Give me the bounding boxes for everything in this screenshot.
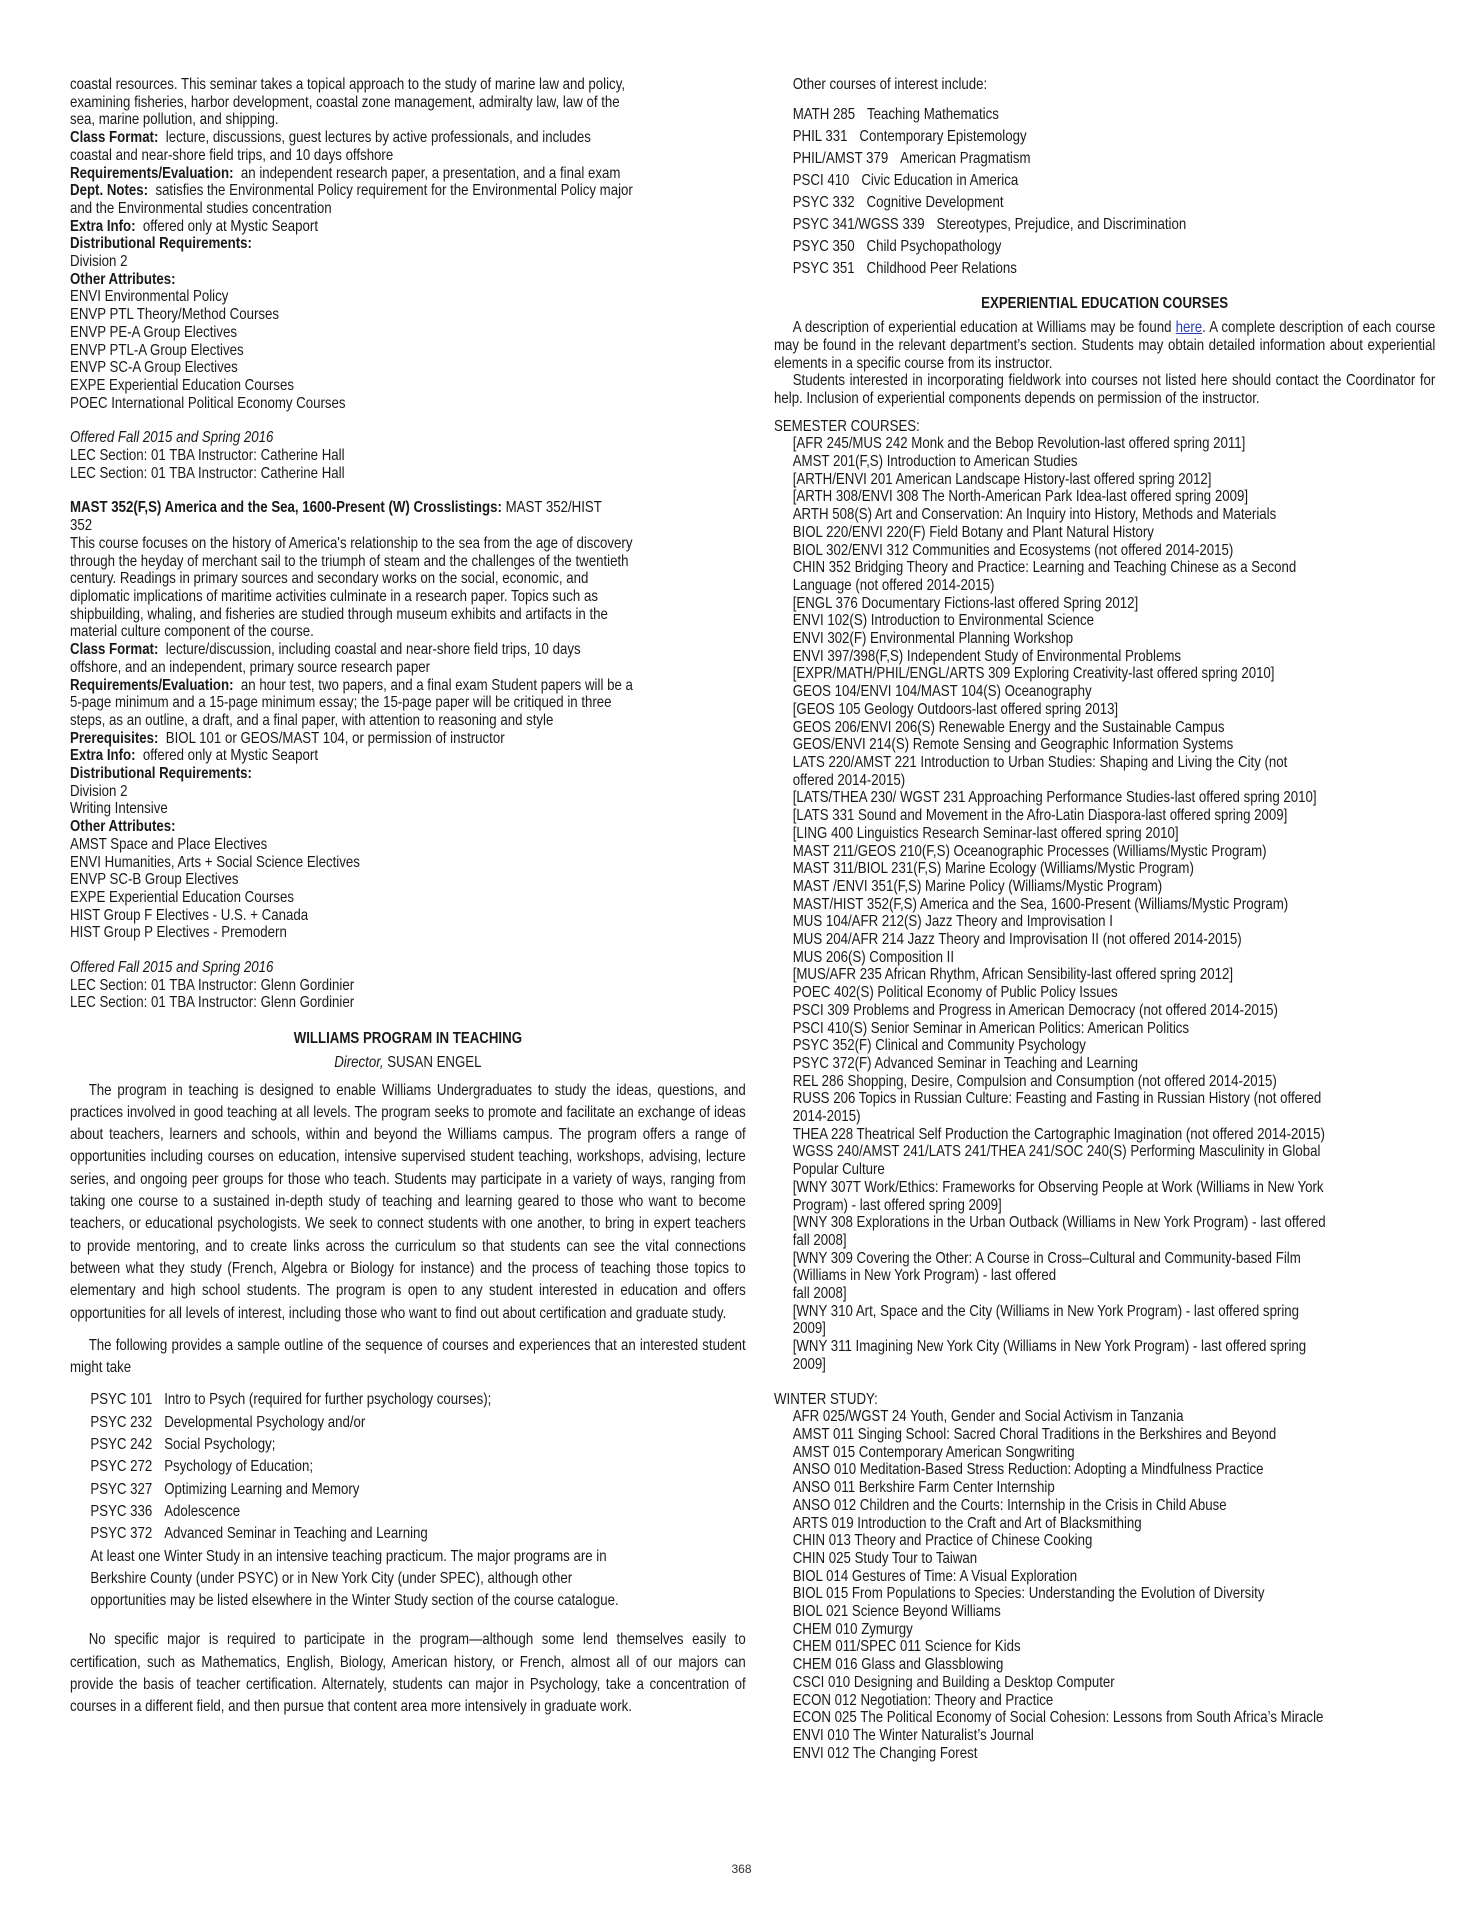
course-line: THEA 228 Theatrical Self Production the Cartographic Imagination (not offered 2014-2015) bbox=[792, 1125, 1325, 1143]
offered-term: Offered Fall 2015 and Spring 2016 bbox=[70, 959, 274, 977]
course-code: PHIL 331 bbox=[792, 127, 848, 145]
attribute-item: AMST Space and Place Electives bbox=[70, 835, 268, 853]
course-line: MUS 206(S) Composition II bbox=[792, 948, 955, 966]
course-code: PSYC 232 bbox=[90, 1413, 153, 1431]
course-line: RUSS 206 Topics in Russian Culture: Feasting and Fasting in Russian History (not offered bbox=[792, 1090, 1322, 1108]
class-format-text: lecture, discussions, guest lectures by active professionals, and includes bbox=[165, 129, 591, 147]
course-line: BIOL 015 From Populations to Species: Understanding the Evolution of Diversity bbox=[792, 1585, 1265, 1603]
attribute-item: POEC International Political Economy Courses bbox=[70, 394, 346, 412]
director-name: SUSAN ENGEL bbox=[383, 1053, 482, 1071]
semester-courses-list bbox=[774, 435, 1435, 1373]
list-item bbox=[90, 1389, 745, 1411]
course-line: BIOL 021 Science Beyond Williams bbox=[792, 1603, 1001, 1621]
extra-info-text: offered only at Mystic Seaport bbox=[142, 747, 319, 765]
course-line: CHIN 013 Theory and Practice of Chinese Cooking bbox=[792, 1532, 1093, 1550]
list-item bbox=[793, 194, 1436, 212]
course-code: PSYC 332 bbox=[792, 193, 855, 211]
course-line: [LATS/THEA 230/ WGST 231 Approaching Performance Studies-last offered spring 2010] bbox=[792, 789, 1317, 807]
experiential-text: A description of experiential education at Williams may be found bbox=[792, 319, 1176, 337]
course-line: (Williams in New York Program) - last offered bbox=[792, 1267, 1057, 1285]
here-link[interactable]: here bbox=[1175, 319, 1203, 337]
distributional-label: Distributional Requirements: bbox=[70, 235, 252, 253]
course-title: Childhood Peer Relations bbox=[866, 259, 1017, 277]
course-title: Optimizing Learning and Memory bbox=[164, 1480, 360, 1498]
course-line: PSYC 372(F) Advanced Seminar in Teaching and Learning bbox=[792, 1054, 1139, 1072]
distributional-requirements bbox=[70, 235, 746, 270]
course-title: Child Psychopathology bbox=[866, 237, 1002, 255]
class-format-text: lecture/discussion, including coastal and near-shore field trips, 10 days bbox=[165, 641, 581, 659]
course-line: [WNY 307T Work/Ethics: Frameworks for Observing People at Work (Williams in New York bbox=[792, 1178, 1324, 1196]
course-code: PSYC 272 bbox=[90, 1458, 153, 1476]
course-line: MAST 311/BIOL 231(F,S) Marine Ecology (Williams/Mystic Program) bbox=[792, 860, 1194, 878]
course-line: [AFR 245/MUS 242 Monk and the Bebop Revolution-last offered spring 2011] bbox=[792, 435, 1246, 453]
course-code: PSCI 410 bbox=[792, 171, 850, 189]
list-item bbox=[90, 1501, 745, 1523]
experiential-paragraph: Students interested in incorporating fieldwork into courses not listed here should contact the Coordinator for help. Inclusion of experiential components depends on permission of the instructor. bbox=[774, 372, 1436, 407]
experiential-paragraph bbox=[774, 319, 1435, 372]
course-line: CHEM 010 Zymurgy bbox=[792, 1620, 913, 1638]
list-item bbox=[90, 1434, 745, 1456]
list-item bbox=[90, 1412, 745, 1434]
course-line: [LATS 331 Sound and Movement in the Afro-Latin Diaspora-last offered spring 2009] bbox=[792, 807, 1288, 825]
requirements-text: 5-page minimum and a 15-page minimum essay; the 15-page paper will be critiqued in three bbox=[70, 694, 612, 712]
course-code: PSYC 350 bbox=[792, 237, 855, 255]
course-title: Contemporary Epistemology bbox=[859, 127, 1027, 145]
requirements bbox=[70, 165, 746, 183]
course-title: Teaching Mathematics bbox=[866, 105, 999, 123]
course-line: GEOS/ENVI 214(S) Remote Sensing and Geographic Information Systems bbox=[792, 736, 1234, 754]
course-line: 2014-2015) bbox=[792, 1108, 861, 1126]
course-line: BIOL 220/ENVI 220(F) Field Botany and Plant Natural History bbox=[792, 523, 1154, 541]
program-paragraph: No specific major is required to participate in the program—although some lend themselves easily to certification, such as Mathematics, English, Biology, American history, or French, almost all of our majors can provide the basis of teacher certification. Alternately, students can major in Psychology, take a concentration of courses in a different field, and then pursue that content area more intensively in graduate work. bbox=[70, 1631, 746, 1716]
intro-text bbox=[70, 76, 746, 129]
course-line: [ENGL 376 Documentary Fictions-last offered Spring 2012] bbox=[792, 594, 1139, 612]
attribute-item: ENVP SC-B Group Electives bbox=[70, 871, 239, 889]
course-title: MAST 352(F,S) America and the Sea, 1600-Present (W) Crosslistings: bbox=[70, 499, 502, 517]
right-column bbox=[774, 76, 1435, 1762]
course-line: MAST 211/GEOS 210(F,S) Oceanographic Processes (Williams/Mystic Program) bbox=[792, 842, 1267, 860]
course-line: BIOL 014 Gestures of Time: A Visual Exploration bbox=[792, 1567, 1078, 1585]
course-line: BIOL 302/ENVI 312 Communities and Ecosystems (not offered 2014-2015) bbox=[792, 541, 1234, 559]
list-item bbox=[793, 216, 1436, 234]
course-title: Cognitive Development bbox=[866, 193, 1004, 211]
course-code: PSYC 372 bbox=[90, 1525, 153, 1543]
attribute-item: HIST Group P Electives - Premodern bbox=[70, 924, 287, 942]
course-line: ANSO 011 Berkshire Farm Center Internship bbox=[792, 1479, 1055, 1497]
course-line: CHEM 016 Glass and Glassblowing bbox=[792, 1656, 1004, 1674]
course-line: PSYC 352(F) Clinical and Community Psychology bbox=[792, 1037, 1086, 1055]
intro-line: examining fisheries, harbor development, coastal zone management, admiralty law, law of the bbox=[70, 93, 620, 111]
class-format-text: coastal and near-shore field trips, and 10 days offshore bbox=[70, 146, 394, 164]
attribute-item: EXPE Experiential Education Courses bbox=[70, 376, 294, 394]
distributional-item: Division 2 bbox=[70, 782, 128, 800]
section-line: LEC Section: 01 TBA Instructor: Glenn Gordinier bbox=[70, 976, 355, 994]
course-line: ENVI 012 The Changing Forest bbox=[792, 1744, 978, 1762]
course-line: ENVI 010 The Winter Naturalist’s Journal bbox=[792, 1726, 1034, 1744]
program-paragraph: The program in teaching is designed to enable Williams Undergraduates to study the ideas, questions, and practices involved in good teaching at all levels. The program seeks to promote and facilitate an exchange of ideas about teachers, learners and schools, within and beyond the Williams campus. The program offers a range of opportunities including courses on education, intensive supervised student teaching, workshops, advising, lecture series, and ongoing peer groups for those who teach. Students may participate in a variety of ways, ranging from taking one course to a sustained in-depth study of teaching and learning geared to those who want to become teachers, or educational psychologists. We seek to connect students with one another, to bring in expert teachers to provide mentoring, and to create links across the curriculum so that students can see the vital connections between what they study (French, Algebra or Biology for instance) and the process of teaching those topics to elementary and high school students. The program is open to any student interested in education and offers opportunities for all levels of interest, including those who want to find out about certification and graduate study. bbox=[70, 1081, 746, 1322]
course-line: [MUS/AFR 235 African Rhythm, African Sensibility-last offered spring 2012] bbox=[792, 966, 1234, 984]
course-line: [WNY 308 Explorations in the Urban Outback (Williams in New York Program) - last offered bbox=[792, 1214, 1326, 1232]
attribute-item: EXPE Experiential Education Courses bbox=[70, 888, 294, 906]
description-line: This course focuses on the history of America's relationship to the sea from the age of discovery bbox=[70, 534, 633, 552]
course-title: Civic Education in America bbox=[861, 171, 1019, 189]
course-line: ARTS 019 Introduction to the Craft and Art of Blacksmithing bbox=[792, 1514, 1142, 1532]
course-line: CHIN 025 Study Tour to Taiwan bbox=[792, 1549, 978, 1567]
requirements-label: Requirements/Evaluation: bbox=[70, 164, 234, 182]
description-line: century. Readings in primary sources and secondary works on the social, economic, and bbox=[70, 570, 589, 588]
dept-notes-text: and the Environmental studies concentration bbox=[70, 199, 332, 217]
course-line: ECON 012 Negotiation: Theory and Practice bbox=[792, 1691, 1054, 1709]
page-number: 368 bbox=[731, 1862, 752, 1876]
course-line: GEOS 206/ENVI 206(S) Renewable Energy and the Sustainable Campus bbox=[792, 718, 1225, 736]
list-item bbox=[90, 1523, 745, 1545]
distributional-label: Distributional Requirements: bbox=[70, 765, 252, 783]
course-line: CHIN 352 Bridging Theory and Practice: Learning and Teaching Chinese as a Second bbox=[792, 559, 1297, 577]
course-line: GEOS 104/ENVI 104/MAST 104(S) Oceanography bbox=[792, 683, 1092, 701]
crosslisting-text: MAST 352/HIST bbox=[501, 499, 602, 517]
course-line: PSCI 309 Problems and Progress in American Democracy (not offered 2014-2015) bbox=[792, 1001, 1278, 1019]
course-line: MUS 204/AFR 214 Jazz Theory and Improvisation II (not offered 2014-2015) bbox=[792, 931, 1242, 949]
course-code: MATH 285 bbox=[792, 105, 856, 123]
course-line: 2009] bbox=[792, 1355, 826, 1373]
course-title: Advanced Seminar in Teaching and Learning bbox=[164, 1525, 428, 1543]
offering bbox=[70, 429, 746, 482]
program-heading: WILLIAMS PROGRAM IN TEACHING bbox=[293, 1030, 523, 1048]
dept-notes-text: satisfies the Environmental Policy requirement for the Environmental Policy major bbox=[155, 182, 633, 200]
requirements-text: an hour test, two papers, and a final exam Student papers will be a bbox=[240, 676, 633, 694]
attribute-item: ENVP SC-A Group Electives bbox=[70, 359, 238, 377]
course-code: PSYC 336 bbox=[90, 1502, 153, 1520]
extra-info-label: Extra Info: bbox=[70, 747, 136, 765]
course-title: Intro to Psych (required for further psychology courses); bbox=[164, 1391, 492, 1409]
program-director bbox=[70, 1054, 746, 1072]
course-line: fall 2008] bbox=[792, 1231, 847, 1249]
section-line: LEC Section: 01 TBA Instructor: Glenn Gordinier bbox=[70, 994, 355, 1012]
extra-info-text: offered only at Mystic Seaport bbox=[142, 217, 319, 235]
attribute-item: ENVI Humanities, Arts + Social Science Electives bbox=[70, 853, 360, 871]
winter-note-line: Berkshire County (under PSYC) or in New York City (under SPEC), although other bbox=[90, 1569, 573, 1587]
course-line: PSCI 410(S) Senior Seminar in American Politics: American Politics bbox=[792, 1019, 1190, 1037]
course-title: American Pragmatism bbox=[900, 149, 1031, 167]
course-line: 2009] bbox=[792, 1320, 826, 1338]
winter-study-label: WINTER STUDY: bbox=[774, 1390, 878, 1408]
course-line: AMST 015 Contemporary American Songwriting bbox=[792, 1443, 1075, 1461]
course-line: AMST 011 Singing School: Sacred Choral Traditions in the Berkshires and Beyond bbox=[792, 1426, 1277, 1443]
other-courses-heading: Other courses of interest include: bbox=[792, 76, 988, 93]
attribute-item: ENVP PE-A Group Electives bbox=[70, 323, 237, 341]
course-line: POEC 402(S) Political Economy of Public Policy Issues bbox=[792, 984, 1118, 1002]
offered-term: Offered Fall 2015 and Spring 2016 bbox=[70, 429, 274, 447]
dept-notes bbox=[70, 182, 746, 217]
course-line: [WNY 310 Art, Space and the City (Williams in New York Program) - last offered spring bbox=[792, 1302, 1300, 1320]
section-line: LEC Section: 01 TBA Instructor: Catherine Hall bbox=[70, 447, 345, 465]
description-line: material culture component of the course. bbox=[70, 623, 314, 641]
experiential-text: . A complete description of each course may be found in the relevant department’s section. Students may obtain detailed information about experiential elements in a specific course from its instructor. bbox=[774, 319, 1436, 372]
course-line: ENVI 397/398(F,S) Independent Study of Environmental Problems bbox=[792, 647, 1181, 665]
course-line: MUS 104/AFR 212(S) Jazz Theory and Improvisation I bbox=[792, 913, 1113, 931]
other-attributes-label: Other Attributes: bbox=[70, 270, 176, 288]
attribute-item: ENVP PTL Theory/Method Courses bbox=[70, 306, 279, 324]
course-code: PSYC 101 bbox=[90, 1391, 153, 1409]
class-format-label: Class Format: bbox=[70, 129, 159, 147]
course-line: [WNY 309 Covering the Other: A Course in Cross–Cultural and Community-based Film bbox=[792, 1249, 1301, 1267]
course-line: Program) - last offered spring 2009] bbox=[792, 1196, 1002, 1214]
left-column bbox=[70, 76, 746, 1719]
course-title: Psychology of Education; bbox=[164, 1458, 314, 1476]
attribute-item: HIST Group F Electives - U.S. + Canada bbox=[70, 906, 309, 924]
course-code: PSYC 351 bbox=[792, 259, 855, 277]
requirements-label: Requirements/Evaluation: bbox=[70, 676, 234, 694]
course-line: [ARTH/ENVI 201 American Landscape History-last offered spring 2012] bbox=[792, 470, 1212, 488]
list-item bbox=[793, 128, 1436, 146]
course-line: WGSS 240/AMST 241/LATS 241/THEA 241/SOC 240(S) Performing Masculinity in Global bbox=[792, 1143, 1321, 1161]
requirements-text: an independent research paper, a presentation, and a final exam bbox=[240, 164, 621, 182]
prerequisites-text: BIOL 101 or GEOS/MAST 104, or permission of instructor bbox=[165, 729, 505, 747]
list-item bbox=[90, 1479, 745, 1501]
sequence-list bbox=[70, 1389, 746, 1612]
course-line: ANSO 010 Meditation-Based Stress Reduction: Adopting a Mindfulness Practice bbox=[792, 1461, 1264, 1479]
other-attributes-label: Other Attributes: bbox=[70, 818, 176, 836]
description-line: shipbuilding, whaling, and fisheries are studied through museum exhibits and artifacts in the bbox=[70, 605, 608, 623]
section-line: LEC Section: 01 TBA Instructor: Catherine Hall bbox=[70, 464, 345, 482]
course-line: ECON 025 The Political Economy of Social Cohesion: Lessons from South Africa’s Miracle bbox=[792, 1709, 1324, 1727]
course-line: [WNY 311 Imagining New York City (Williams in New York Program) - last offered spring bbox=[792, 1338, 1307, 1356]
list-item bbox=[793, 172, 1436, 190]
course-line: ANSO 012 Children and the Courts: Internship in the Crisis in Child Abuse bbox=[792, 1496, 1227, 1514]
course-title: Social Psychology; bbox=[164, 1436, 276, 1454]
winter-study-list bbox=[774, 1408, 1435, 1762]
distributional-item: Division 2 bbox=[70, 253, 128, 271]
other-courses-list bbox=[774, 106, 1435, 278]
winter-note-line: opportunities may be listed elsewhere in the Winter Study section of the course catalogue. bbox=[90, 1592, 619, 1610]
course-line: Popular Culture bbox=[792, 1161, 885, 1179]
course-line: [ARTH 308/ENVI 308 The North-American Park Idea-last offered spring 2009] bbox=[792, 488, 1249, 506]
course-line: ARTH 508(S) Art and Conservation: An Inquiry into History, Methods and Materials bbox=[792, 506, 1277, 524]
course-line: [LING 400 Linguistics Research Seminar-last offered spring 2010] bbox=[792, 824, 1179, 842]
list-item bbox=[793, 260, 1436, 278]
director-label: Director, bbox=[334, 1053, 384, 1071]
class-format bbox=[70, 129, 746, 164]
course-line: LATS 220/AMST 221 Introduction to Urban Studies: Shaping and Living the City (not bbox=[792, 753, 1288, 771]
requirements-text: steps, as an outline, a draft, and a final paper, with attention to reasoning and style bbox=[70, 711, 554, 729]
course-title: Adolescence bbox=[164, 1502, 241, 1520]
class-format-label: Class Format: bbox=[70, 641, 159, 659]
course-line: Language (not offered 2014-2015) bbox=[792, 576, 995, 594]
intro-line: coastal resources. This seminar takes a topical approach to the study of marine law and policy, bbox=[70, 76, 626, 93]
course-line: ENVI 302(F) Environmental Planning Workshop bbox=[792, 630, 1074, 648]
course-line: CHEM 011/SPEC 011 Science for Kids bbox=[792, 1638, 1021, 1656]
course-line: AMST 201(F,S) Introduction to American Studies bbox=[792, 453, 1078, 471]
course-line: REL 286 Shopping, Desire, Compulsion and Consumption (not offered 2014-2015) bbox=[792, 1072, 1277, 1090]
extra-info bbox=[70, 218, 746, 236]
list-item bbox=[793, 150, 1436, 168]
course-line: offered 2014-2015) bbox=[792, 771, 906, 789]
program-paragraph: The following provides a sample outline of the sequence of courses and experiences that an interested student might take bbox=[70, 1336, 746, 1377]
course-title: Stereotypes, Prejudice, and Discrimination bbox=[936, 215, 1187, 233]
class-format-text: offshore, and an independent, primary source research paper bbox=[70, 658, 431, 676]
extra-info-label: Extra Info: bbox=[70, 217, 136, 235]
course-title: Developmental Psychology and/or bbox=[164, 1413, 366, 1431]
experiential-heading: EXPERIENTIAL EDUCATION COURSES bbox=[981, 295, 1229, 313]
list-item bbox=[90, 1456, 745, 1478]
list-item bbox=[793, 238, 1436, 256]
semester-courses-label: SEMESTER COURSES: bbox=[774, 417, 920, 435]
attribute-item: ENVP PTL-A Group Electives bbox=[70, 341, 244, 359]
prerequisites-label: Prerequisites: bbox=[70, 729, 159, 747]
attribute-item: ENVI Environmental Policy bbox=[70, 288, 229, 306]
course-code: PSYC 327 bbox=[90, 1480, 153, 1498]
course-code: PHIL/AMST 379 bbox=[792, 149, 889, 167]
description-line: through the heyday of merchant sail to the triumph of steam and the challenges of the twentieth bbox=[70, 552, 629, 570]
dept-notes-label: Dept. Notes: bbox=[70, 182, 149, 200]
course-line: MAST/HIST 352(F,S) America and the Sea, 1600-Present (Williams/Mystic Program) bbox=[792, 895, 1289, 913]
course-line: CSCI 010 Designing and Building a Desktop Computer bbox=[792, 1673, 1115, 1691]
distributional-item: Writing Intensive bbox=[70, 800, 168, 818]
course-line: fall 2008] bbox=[792, 1285, 847, 1303]
crosslisting-text: 352 bbox=[70, 517, 93, 535]
intro-line: sea, marine pollution, and shipping. bbox=[70, 111, 279, 129]
course-line: AFR 025/WGST 24 Youth, Gender and Social Activism in Tanzania bbox=[792, 1408, 1184, 1426]
course-code: PSYC 242 bbox=[90, 1436, 153, 1454]
course-line: [EXPR/MATH/PHIL/ENGL/ARTS 309 Exploring Creativity-last offered spring 2010] bbox=[792, 665, 1275, 683]
course-line: [GEOS 105 Geology Outdoors-last offered spring 2013] bbox=[792, 700, 1119, 718]
course-line: ENVI 102(S) Introduction to Environmental Science bbox=[792, 612, 1095, 630]
other-attributes bbox=[70, 271, 746, 413]
course-mast-352 bbox=[70, 499, 746, 942]
course-line: MAST /ENVI 351(F,S) Marine Policy (Williams/Mystic Program) bbox=[792, 877, 1163, 895]
winter-note-line: At least one Winter Study in an intensive teaching practicum. The major programs are in bbox=[90, 1547, 607, 1565]
offering bbox=[70, 959, 746, 1012]
list-item bbox=[793, 106, 1436, 124]
description-line: diplomatic implications of maritime activities culminate in a research paper. Topics such as bbox=[70, 587, 598, 605]
course-code: PSYC 341/WGSS 339 bbox=[792, 215, 925, 233]
